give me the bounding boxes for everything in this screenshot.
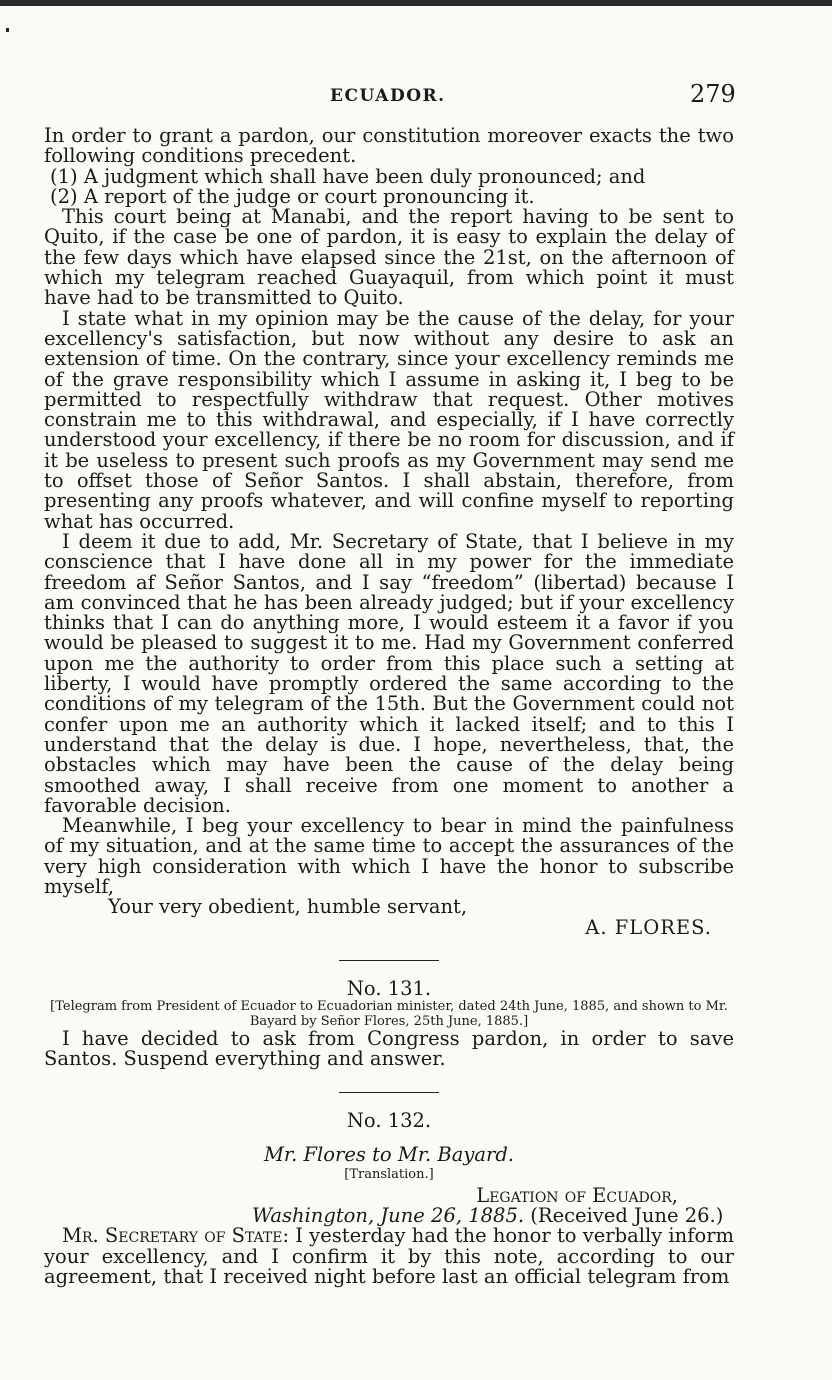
received-note: (Received June 26.) bbox=[530, 1203, 724, 1227]
dateline-place: Washington, bbox=[252, 1203, 375, 1227]
paragraph: Meanwhile, I beg your excellency to bear in mind the painfulness of my situation, and at the same time to accept the assurances of the very high consideration with which I have the honor to subscribe myself, bbox=[44, 814, 734, 898]
page-header bbox=[0, 78, 832, 108]
document-number: No. 131. bbox=[346, 976, 432, 1000]
salutation: Mr. Secretary of State: bbox=[62, 1224, 290, 1248]
condition-item-2: (2) A report of the judge or court pronouncing it. bbox=[50, 184, 535, 208]
paragraph: I deem it due to add, Mr. Secretary of State, that I believe in my conscience that I have done all in my power for the immediate freedom af Señor Santos, and I say “freedom” (libertad) because I am convinced that he has been already judged; but if your excellency thinks that I can do anything more, I would esteem it a favor if you would be pleased to suggest it to me. Had my Government conferred upon me the authority to order from this place such a setting at liberty, I would have promptly ordered the same according to the conditions of my telegram of the 15th. But the Government could not confer upon me an authority which it lacked itself; and to this I understand that the delay is due. I hope, nevertheless, that, the obstacles which may have been the cause of the delay being smoothed away, I shall receive from one moment to another a favorable decision. bbox=[44, 529, 734, 817]
letter-title: Mr. Flores to Mr. Bayard. bbox=[263, 1143, 515, 1167]
running-head: ECUADOR. bbox=[330, 86, 446, 106]
letter-opening bbox=[44, 1226, 734, 1287]
paragraph: In order to grant a pardon, our constitution moreover exacts the two following conditions precedent. bbox=[44, 124, 734, 168]
ink-speck bbox=[6, 28, 9, 32]
document-number: No. 132. bbox=[346, 1108, 432, 1132]
section-divider bbox=[339, 1092, 439, 1093]
telegram-body: I have decided to ask from Congress pardon, in order to save Santos. Suspend everything and answer. bbox=[44, 1027, 734, 1071]
letter-body: I yesterday had the honor to verbally inform your excellency, and I confirm it by this note, according to our agreement, that I received night before last an official telegram from bbox=[44, 1224, 735, 1288]
page-number: 279 bbox=[690, 80, 736, 108]
section-divider bbox=[339, 960, 439, 961]
condition-item-1: (1) A judgment which shall have been duly pronounced; and bbox=[50, 164, 646, 188]
dateline-month: June 26, 1885. bbox=[380, 1203, 525, 1227]
page-body bbox=[44, 126, 734, 1287]
translation-note: [Translation.] bbox=[344, 1167, 434, 1183]
paragraph: This court being at Manabi, and the report having to be sent to Quito, if the case be one of pardon, it is easy to explain the delay of the few days which have elapsed since the 21st, on the afternoon of which my telegram reached Guayaquil, from which point it must have had to be transmitted to Quito. bbox=[44, 205, 734, 310]
legation-heading: Legation of Ecuador, bbox=[476, 1183, 678, 1207]
paragraph: I state what in my opinion may be the cause of the delay, for your excellency's satisfaction, but now without any desire to ask an extension of time. On the contrary, since your excellency reminds me of the grave responsibility which I assume in asking it, I beg to be permitted to respectfully withdraw that request. Other motives constrain me to this withdrawal, and especially, if I have correctly understood your excellency, if there be no room for discussion, and if it be useless to present such proofs as my Government may send me to offset those of Señor Santos. I shall abstain, therefore, from presenting any proofs whatever, and will confine myself to reporting what has occurred. bbox=[44, 306, 734, 533]
dateline bbox=[44, 1203, 734, 1227]
signature: A. FLORES. bbox=[585, 915, 712, 939]
top-border bbox=[0, 0, 832, 6]
complimentary-close: Your very obedient, humble servant, bbox=[108, 895, 468, 919]
bracket-note: [Telegram from President of Ecuador to Ecuadorian minister, dated 24th June, 1885, and shown to Mr. Bayard by Señor Flores, 25th June, 1885.] bbox=[50, 999, 728, 1030]
